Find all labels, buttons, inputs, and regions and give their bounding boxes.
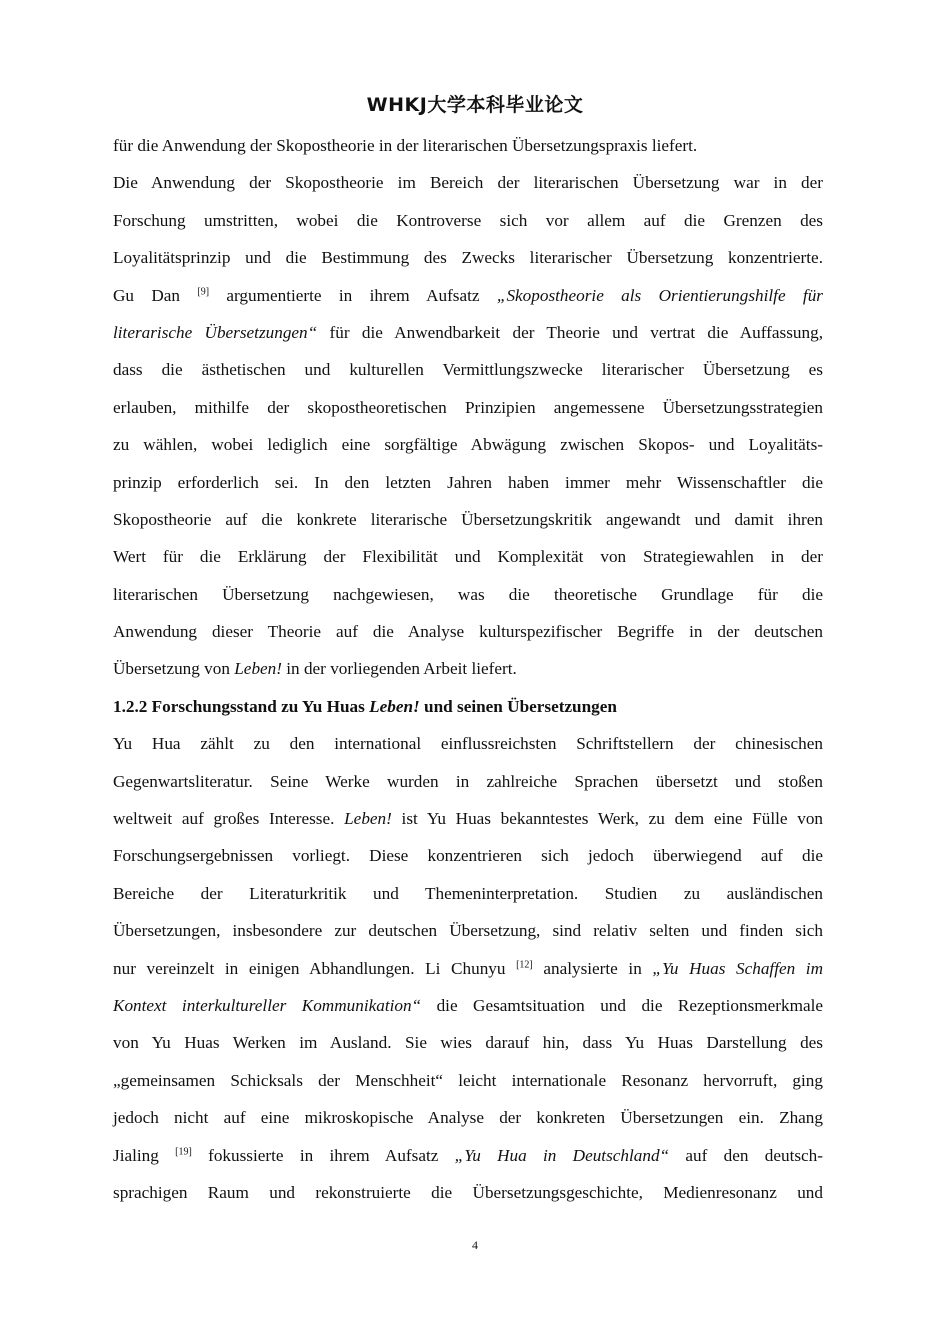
citation-reference: [9]: [197, 285, 210, 297]
author-name: Jialing: [113, 1145, 176, 1165]
cited-title: „Yu Huas Schaffen im: [652, 958, 823, 978]
cited-title: „Yu Hua in Deutschland“: [454, 1145, 670, 1165]
text-line: Die Anwendung der Skopostheorie im Bereich der literarischen Übersetzung war in der: [113, 173, 823, 193]
text-span: auf den deutsch-: [669, 1145, 823, 1165]
page-header: WHKJ大学本科毕业论文: [366, 94, 584, 116]
text-line: Anwendung dieser Theorie auf die Analyse kulturspezifischer Begriffe in der deutschen: [113, 622, 823, 642]
paragraph-continuation: [113, 127, 823, 164]
text-line: [113, 314, 823, 351]
text-span: ist Yu Huas bekanntestes Werk, zu dem eine Fülle von: [391, 809, 824, 829]
text-line: Gegenwartsliteratur. Seine Werke wurden in zahlreiche Sprachen übersetzt und stoßen: [113, 771, 823, 791]
text-line: Bereiche der Literaturkritik und Themeninterpretation. Studien zu ausländischen: [113, 883, 823, 903]
text-line: für die Anwendung der Skopostheorie in der literarischen Übersetzungspraxis liefert.: [113, 136, 698, 155]
heading-text: 1.2.2 Forschungsstand zu Yu Huas: [113, 696, 370, 716]
text-line: [113, 277, 823, 314]
text-line: Wert für die Erklärung der Flexibilität und Komplexität von Strategiewahlen in der: [113, 547, 823, 567]
work-title: Leben!: [234, 659, 282, 679]
cited-title: „Skopostheorie als Orientierungshilfe für: [496, 285, 823, 305]
citation-reference: [19]: [175, 1145, 192, 1157]
section-heading: [113, 688, 823, 725]
text-span: argumentierte in ihrem Aufsatz: [209, 285, 497, 305]
text-line: von Yu Huas Werken im Ausland. Sie wies darauf hin, dass Yu Huas Darstellung des: [113, 1033, 823, 1053]
text-span: Übersetzung von: [113, 659, 235, 679]
heading-text: und seinen Übersetzungen: [419, 696, 617, 716]
text-span: fokussierte in ihrem Aufsatz: [191, 1145, 455, 1165]
text-span: für die Anwendbarkeit der Theorie und vertrat die Auffassung,: [317, 322, 823, 342]
text-span: die Gesamtsituation und die Rezeptionsmerkmale: [421, 995, 823, 1015]
text-span: nur vereinzelt in einigen Abhandlungen. Li Chunyu: [113, 958, 517, 978]
text-line: Forschungsergebnissen vorliegt. Diese konzentrieren sich jedoch überwiegend auf die: [113, 846, 823, 866]
text-line: [113, 650, 823, 687]
work-title: Leben!: [369, 696, 420, 716]
text-line: prinzip erforderlich sei. In den letzten Jahren haben immer mehr Wissenschaftler die: [113, 472, 823, 492]
author-name: Gu Dan: [113, 285, 198, 305]
text-line: Übersetzungen, insbesondere zur deutschen Übersetzung, sind relativ selten und finden sich: [113, 921, 823, 941]
page-number: 4: [472, 1238, 478, 1252]
cited-title: Kontext interkultureller Kommunikation“: [113, 995, 422, 1015]
text-line: [113, 800, 823, 837]
cited-title: literarische Übersetzungen“: [113, 322, 318, 342]
text-line: literarischen Übersetzung nachgewiesen, was die theoretische Grundlage für die: [113, 584, 823, 604]
text-line: sprachigen Raum und rekonstruierte die Übersetzungsgeschichte, Medienresonanz und: [113, 1182, 823, 1202]
paragraph-skopostheorie-controversy: [113, 164, 823, 687]
text-line: Loyalitätsprinzip und die Bestimmung des Zwecks literarischer Übersetzung konzentrierte.: [113, 248, 823, 268]
text-line: dass die ästhetischen und kulturellen Vermittlungszwecke literarischer Übersetzung es: [113, 360, 823, 380]
text-span: weltweit auf großes Interesse.: [113, 809, 345, 829]
text-line: [113, 1137, 823, 1174]
paragraph-yu-hua-research: [113, 725, 823, 1211]
body-text: [113, 127, 823, 1211]
text-line: [113, 950, 823, 987]
text-span: in der vorliegenden Arbeit liefert.: [281, 659, 517, 679]
text-line: Yu Hua zählt zu den international einflussreichsten Schriftstellern der chinesischen: [113, 734, 823, 754]
text-line: erlauben, mithilfe der skopostheoretischen Prinzipien angemessene Übersetzungsstrategien: [113, 397, 823, 417]
text-line: Skopostheorie auf die konkrete literarische Übersetzungskritik angewandt und damit ihren: [113, 509, 823, 529]
text-line: „gemeinsamen Schicksals der Menschheit“ leicht internationale Resonanz hervorruft, ging: [113, 1070, 823, 1090]
citation-reference: [12]: [516, 958, 533, 970]
text-line: jedoch nicht auf eine mikroskopische Analyse der konkreten Übersetzungen ein. Zhang: [113, 1108, 823, 1128]
text-line: zu wählen, wobei lediglich eine sorgfältige Abwägung zwischen Skopos- und Loyalitäts-: [113, 435, 823, 455]
text-line: [113, 987, 823, 1024]
text-line: Forschung umstritten, wobei die Kontroverse sich vor allem auf die Grenzen des: [113, 210, 823, 230]
text-span: analysierte in: [532, 958, 653, 978]
work-title: Leben!: [344, 809, 392, 829]
